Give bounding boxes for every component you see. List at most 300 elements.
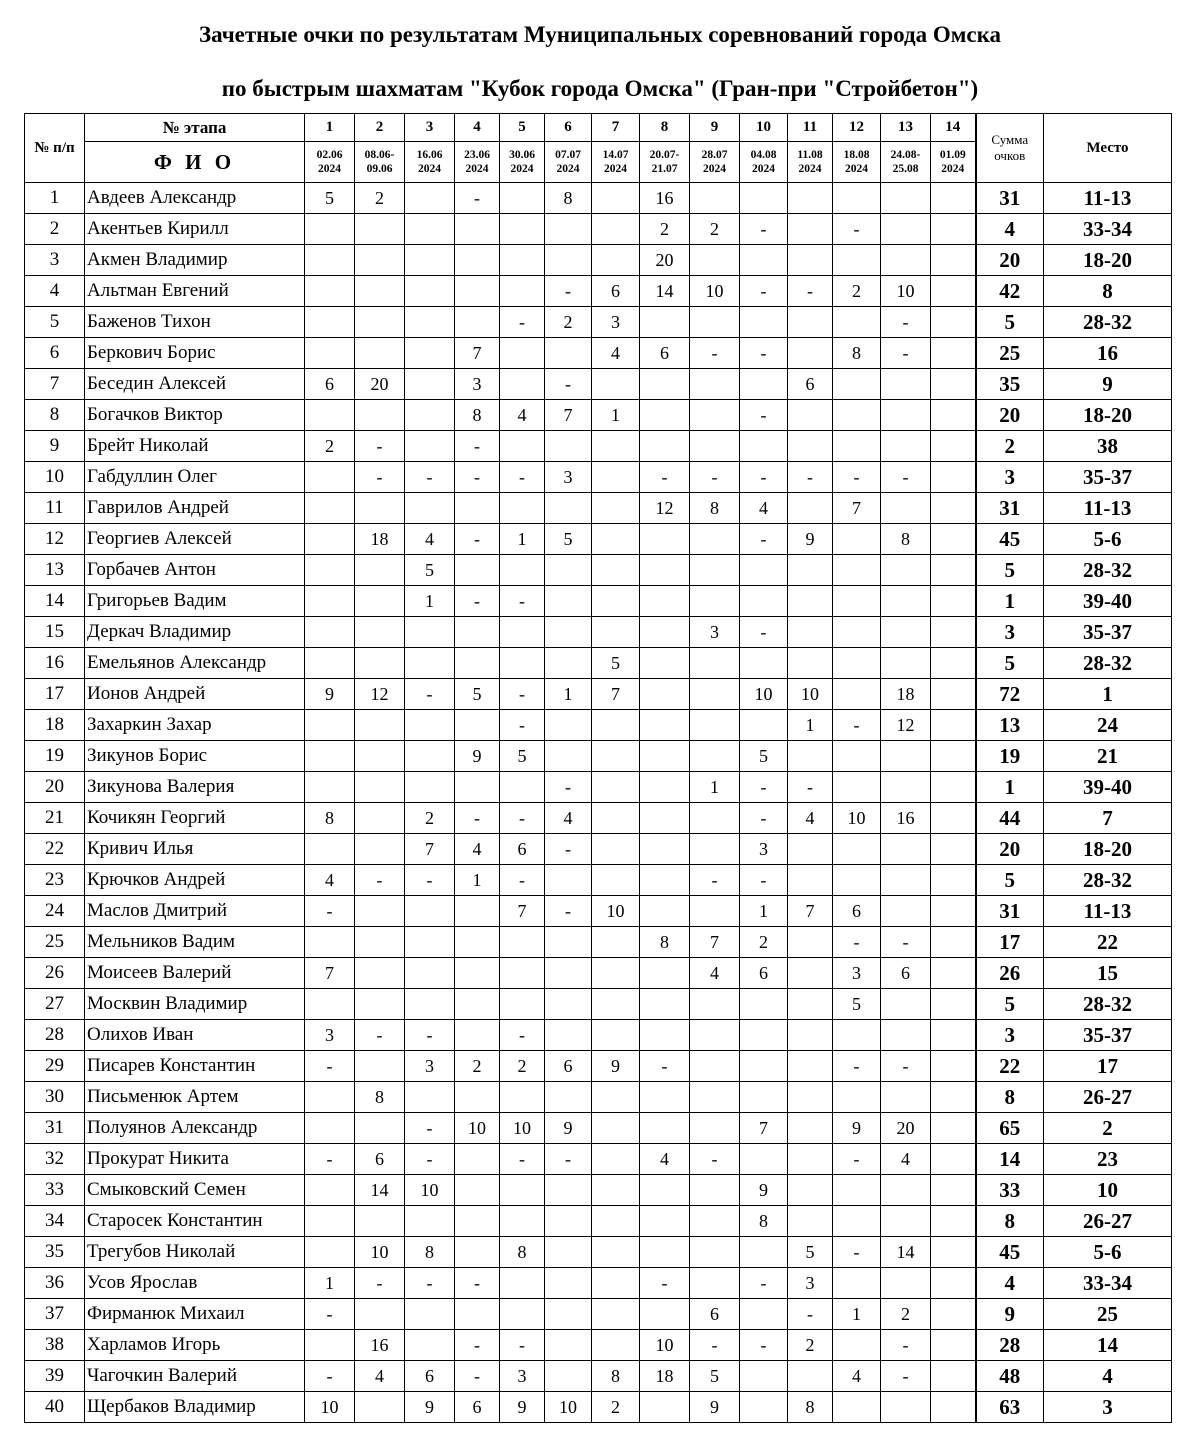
stage-score: 9: [788, 524, 833, 555]
stage-score: [931, 1299, 976, 1330]
results-table: [24, 113, 1172, 1423]
header-stage-number: 2: [355, 114, 405, 142]
table-row: [25, 276, 1172, 307]
total-points: 14: [976, 1144, 1044, 1175]
stage-score: [592, 1206, 640, 1237]
table-row: [25, 1113, 1172, 1144]
stage-score: [788, 865, 833, 896]
stage-score: [455, 1082, 500, 1113]
stage-score: [833, 1175, 881, 1206]
stage-score: [640, 1392, 690, 1423]
header-stage-number: 10: [740, 114, 788, 142]
stage-score: [690, 741, 740, 772]
row-number: 12: [25, 524, 85, 555]
stage-score: [355, 1113, 405, 1144]
stage-score: 1: [740, 896, 788, 927]
stage-score: -: [833, 710, 881, 741]
stage-score: [355, 245, 405, 276]
header-stage-number: 9: [690, 114, 740, 142]
stage-score: [355, 772, 405, 803]
stage-score: 10: [740, 679, 788, 710]
stage-score: [788, 1051, 833, 1082]
place-value: 11-13: [1044, 183, 1172, 214]
stage-score: [931, 989, 976, 1020]
stage-score: [690, 648, 740, 679]
stage-score: 1: [592, 400, 640, 431]
stage-score: -: [881, 338, 931, 369]
table-row: [25, 493, 1172, 524]
table-row: [25, 245, 1172, 276]
player-name: Авдеев Александр: [85, 183, 305, 214]
stage-score: [833, 400, 881, 431]
stage-score: 1: [690, 772, 740, 803]
player-name: Акмен Владимир: [85, 245, 305, 276]
stage-score: 2: [545, 307, 592, 338]
stage-score: -: [833, 1237, 881, 1268]
stage-score: [500, 338, 545, 369]
stage-score: 7: [833, 493, 881, 524]
stage-score: [500, 1206, 545, 1237]
stage-score: [881, 245, 931, 276]
total-points: 72: [976, 679, 1044, 710]
table-row: [25, 1082, 1172, 1113]
stage-score: [405, 493, 455, 524]
stage-score: [500, 183, 545, 214]
stage-score: [931, 524, 976, 555]
row-number: 2: [25, 214, 85, 245]
stage-score: [545, 1237, 592, 1268]
stage-score: [305, 617, 355, 648]
stage-score: [931, 896, 976, 927]
stage-score: [455, 1237, 500, 1268]
row-number: 10: [25, 462, 85, 493]
stage-score: -: [788, 1299, 833, 1330]
stage-score: 4: [788, 803, 833, 834]
stage-score: [881, 896, 931, 927]
stage-score: [305, 1082, 355, 1113]
total-points: 1: [976, 586, 1044, 617]
total-points: 5: [976, 648, 1044, 679]
row-number: 15: [25, 617, 85, 648]
table-row: [25, 1144, 1172, 1175]
stage-score: -: [405, 1268, 455, 1299]
stage-score: [455, 214, 500, 245]
total-points: 31: [976, 493, 1044, 524]
stage-score: 10: [592, 896, 640, 927]
stage-score: 20: [640, 245, 690, 276]
stage-score: 2: [592, 1392, 640, 1423]
stage-score: [592, 493, 640, 524]
stage-score: [690, 1206, 740, 1237]
stage-score: [931, 710, 976, 741]
stage-score: 7: [545, 400, 592, 431]
place-value: 7: [1044, 803, 1172, 834]
stage-score: 4: [690, 958, 740, 989]
stage-score: [305, 1237, 355, 1268]
stage-score: [545, 586, 592, 617]
row-number: 19: [25, 741, 85, 772]
stage-score: [640, 431, 690, 462]
stage-score: [455, 493, 500, 524]
stage-score: [455, 648, 500, 679]
stage-score: 4: [500, 400, 545, 431]
stage-score: 12: [640, 493, 690, 524]
row-number: 18: [25, 710, 85, 741]
stage-score: -: [833, 214, 881, 245]
stage-score: 10: [500, 1113, 545, 1144]
stage-score: [788, 431, 833, 462]
header-stage-date: 23.06 2024: [455, 142, 500, 183]
stage-score: [305, 1330, 355, 1361]
stage-score: -: [740, 462, 788, 493]
stage-score: [545, 493, 592, 524]
stage-score: 6: [740, 958, 788, 989]
stage-score: [881, 400, 931, 431]
stage-score: -: [690, 1144, 740, 1175]
stage-score: [931, 803, 976, 834]
stage-score: -: [833, 462, 881, 493]
stage-score: [640, 1206, 690, 1237]
stage-score: 3: [305, 1020, 355, 1051]
stage-score: [690, 524, 740, 555]
place-value: 23: [1044, 1144, 1172, 1175]
header-stage-number: 5: [500, 114, 545, 142]
total-points: 20: [976, 834, 1044, 865]
stage-score: [592, 1113, 640, 1144]
place-value: 8: [1044, 276, 1172, 307]
stage-score: -: [405, 679, 455, 710]
stage-score: [355, 710, 405, 741]
stage-score: [500, 1175, 545, 1206]
stage-score: [788, 307, 833, 338]
table-row: [25, 803, 1172, 834]
stage-score: [592, 586, 640, 617]
stage-score: [500, 214, 545, 245]
total-points: 2: [976, 431, 1044, 462]
stage-score: 8: [592, 1361, 640, 1392]
stage-score: 12: [355, 679, 405, 710]
stage-score: [690, 834, 740, 865]
stage-score: [355, 834, 405, 865]
stage-score: -: [690, 865, 740, 896]
place-value: 10: [1044, 1175, 1172, 1206]
stage-score: -: [355, 462, 405, 493]
stage-score: 8: [788, 1392, 833, 1423]
stage-score: [788, 927, 833, 958]
stage-score: -: [455, 1330, 500, 1361]
total-points: 5: [976, 865, 1044, 896]
stage-score: [455, 710, 500, 741]
player-name: Смыковский Семен: [85, 1175, 305, 1206]
stage-score: -: [355, 1268, 405, 1299]
stage-score: -: [740, 400, 788, 431]
stage-score: [545, 245, 592, 276]
place-value: 26-27: [1044, 1206, 1172, 1237]
player-name: Кочикян Георгий: [85, 803, 305, 834]
stage-score: [500, 431, 545, 462]
stage-score: [881, 1020, 931, 1051]
place-value: 5-6: [1044, 524, 1172, 555]
stage-score: [545, 958, 592, 989]
stage-score: 9: [690, 1392, 740, 1423]
stage-score: [788, 1144, 833, 1175]
row-number: 31: [25, 1113, 85, 1144]
stage-score: [500, 617, 545, 648]
table-row: [25, 927, 1172, 958]
stage-score: 9: [500, 1392, 545, 1423]
row-number: 23: [25, 865, 85, 896]
stage-score: [833, 307, 881, 338]
stage-score: [545, 617, 592, 648]
player-name: Горбачев Антон: [85, 555, 305, 586]
row-number: 27: [25, 989, 85, 1020]
stage-score: [833, 183, 881, 214]
stage-score: 4: [405, 524, 455, 555]
stage-score: [931, 1020, 976, 1051]
player-name: Богачков Виктор: [85, 400, 305, 431]
stage-score: [305, 555, 355, 586]
total-points: 44: [976, 803, 1044, 834]
stage-score: [833, 741, 881, 772]
stage-score: [305, 338, 355, 369]
table-row: [25, 369, 1172, 400]
stage-score: 3: [690, 617, 740, 648]
place-value: 35-37: [1044, 462, 1172, 493]
stage-score: [592, 803, 640, 834]
stage-score: -: [545, 772, 592, 803]
player-name: Брейт Николай: [85, 431, 305, 462]
table-row: [25, 1237, 1172, 1268]
header-sum: Сумма очков: [976, 114, 1044, 183]
stage-score: -: [545, 276, 592, 307]
stage-score: [931, 1361, 976, 1392]
place-value: 14: [1044, 1330, 1172, 1361]
stage-score: -: [740, 865, 788, 896]
player-name: Емельянов Александр: [85, 648, 305, 679]
stage-score: [355, 803, 405, 834]
stage-score: 3: [405, 1051, 455, 1082]
total-points: 42: [976, 276, 1044, 307]
player-name: Габдуллин Олег: [85, 462, 305, 493]
total-points: 1: [976, 772, 1044, 803]
stage-score: [640, 1175, 690, 1206]
stage-score: [592, 617, 640, 648]
stage-score: [455, 1144, 500, 1175]
stage-score: -: [833, 1051, 881, 1082]
stage-score: -: [500, 865, 545, 896]
stage-score: 8: [355, 1082, 405, 1113]
stage-score: [881, 1268, 931, 1299]
stage-score: [455, 1299, 500, 1330]
stage-score: -: [690, 462, 740, 493]
stage-score: -: [455, 1268, 500, 1299]
player-name: Беркович Борис: [85, 338, 305, 369]
stage-score: [833, 772, 881, 803]
stage-score: 16: [881, 803, 931, 834]
stage-score: [788, 214, 833, 245]
stage-score: [305, 834, 355, 865]
player-name: Георгиев Алексей: [85, 524, 305, 555]
stage-score: [545, 1330, 592, 1361]
stage-score: [740, 1051, 788, 1082]
stage-score: [305, 741, 355, 772]
stage-score: [592, 462, 640, 493]
total-points: 45: [976, 524, 1044, 555]
stage-score: [500, 1082, 545, 1113]
stage-score: [405, 958, 455, 989]
stage-score: [690, 245, 740, 276]
stage-score: [305, 307, 355, 338]
stage-score: [740, 245, 788, 276]
place-value: 18-20: [1044, 400, 1172, 431]
stage-score: 5: [833, 989, 881, 1020]
stage-score: [931, 1206, 976, 1237]
header-stage-date: 08.06- 09.06: [355, 142, 405, 183]
table-row: [25, 214, 1172, 245]
player-name: Щербаков Владимир: [85, 1392, 305, 1423]
stage-score: [500, 1268, 545, 1299]
stage-score: [881, 1206, 931, 1237]
stage-score: [592, 214, 640, 245]
total-points: 8: [976, 1206, 1044, 1237]
stage-score: [788, 1082, 833, 1113]
player-name: Альтман Евгений: [85, 276, 305, 307]
stage-score: -: [788, 276, 833, 307]
table-row: [25, 1175, 1172, 1206]
total-points: 4: [976, 214, 1044, 245]
stage-score: -: [455, 183, 500, 214]
stage-score: 3: [788, 1268, 833, 1299]
place-value: 28-32: [1044, 865, 1172, 896]
stage-score: 16: [355, 1330, 405, 1361]
total-points: 22: [976, 1051, 1044, 1082]
stage-score: [545, 989, 592, 1020]
stage-score: 4: [881, 1144, 931, 1175]
stage-score: [545, 648, 592, 679]
stage-score: [500, 648, 545, 679]
stage-score: -: [740, 617, 788, 648]
stage-score: [740, 431, 788, 462]
player-name: Баженов Тихон: [85, 307, 305, 338]
header-stage-number: 14: [931, 114, 976, 142]
row-number: 40: [25, 1392, 85, 1423]
stage-score: 2: [455, 1051, 500, 1082]
row-number: 35: [25, 1237, 85, 1268]
stage-score: [592, 524, 640, 555]
stage-score: -: [455, 524, 500, 555]
stage-score: -: [690, 338, 740, 369]
stage-score: [500, 276, 545, 307]
stage-score: -: [455, 462, 500, 493]
player-name: Гаврилов Андрей: [85, 493, 305, 524]
stage-score: 4: [355, 1361, 405, 1392]
header-stage-number: 11: [788, 114, 833, 142]
stage-score: 7: [740, 1113, 788, 1144]
stage-score: [355, 307, 405, 338]
stage-score: [931, 865, 976, 896]
stage-score: [931, 1082, 976, 1113]
stage-score: -: [788, 462, 833, 493]
stage-score: 12: [881, 710, 931, 741]
row-number: 1: [25, 183, 85, 214]
header-stage-date: 11.08 2024: [788, 142, 833, 183]
stage-score: [788, 245, 833, 276]
player-name: Крючков Андрей: [85, 865, 305, 896]
stage-score: [355, 958, 405, 989]
header-stage-date: 18.08 2024: [833, 142, 881, 183]
row-number: 25: [25, 927, 85, 958]
player-name: Писарев Константин: [85, 1051, 305, 1082]
stage-score: [690, 1082, 740, 1113]
place-value: 11-13: [1044, 896, 1172, 927]
stage-score: -: [405, 865, 455, 896]
stage-score: -: [500, 586, 545, 617]
stage-score: 1: [545, 679, 592, 710]
place-value: 1: [1044, 679, 1172, 710]
row-number: 26: [25, 958, 85, 989]
stage-score: 7: [788, 896, 833, 927]
stage-score: [833, 1268, 881, 1299]
place-value: 18-20: [1044, 834, 1172, 865]
stage-score: [833, 524, 881, 555]
row-number: 6: [25, 338, 85, 369]
stage-score: [833, 648, 881, 679]
stage-score: 2: [740, 927, 788, 958]
player-name: Зикунов Борис: [85, 741, 305, 772]
stage-score: 6: [640, 338, 690, 369]
header-stage-number: 7: [592, 114, 640, 142]
header-stage-date: 02.06 2024: [305, 142, 355, 183]
stage-score: [592, 183, 640, 214]
stage-score: [592, 710, 640, 741]
stage-score: 8: [545, 183, 592, 214]
place-value: 28-32: [1044, 989, 1172, 1020]
stage-score: 3: [545, 462, 592, 493]
stage-score: [740, 710, 788, 741]
stage-score: 2: [405, 803, 455, 834]
row-number: 13: [25, 555, 85, 586]
stage-score: [500, 555, 545, 586]
stage-score: 16: [640, 183, 690, 214]
stage-score: 3: [500, 1361, 545, 1392]
row-number: 7: [25, 369, 85, 400]
row-number: 4: [25, 276, 85, 307]
stage-score: [881, 617, 931, 648]
player-name: Трегубов Николай: [85, 1237, 305, 1268]
player-name: Старосек Константин: [85, 1206, 305, 1237]
stage-score: 8: [305, 803, 355, 834]
stage-score: [690, 307, 740, 338]
stage-score: [690, 1051, 740, 1082]
table-row: [25, 462, 1172, 493]
stage-score: 6: [305, 369, 355, 400]
stage-score: [788, 834, 833, 865]
place-value: 39-40: [1044, 586, 1172, 617]
stage-score: 5: [545, 524, 592, 555]
stage-score: [305, 400, 355, 431]
stage-score: [788, 617, 833, 648]
stage-score: 7: [592, 679, 640, 710]
stage-score: [355, 214, 405, 245]
row-number: 37: [25, 1299, 85, 1330]
stage-score: -: [545, 1144, 592, 1175]
stage-score: [305, 276, 355, 307]
stage-score: [788, 183, 833, 214]
stage-score: [405, 431, 455, 462]
table-row: [25, 1330, 1172, 1361]
row-number: 5: [25, 307, 85, 338]
stage-score: [405, 276, 455, 307]
